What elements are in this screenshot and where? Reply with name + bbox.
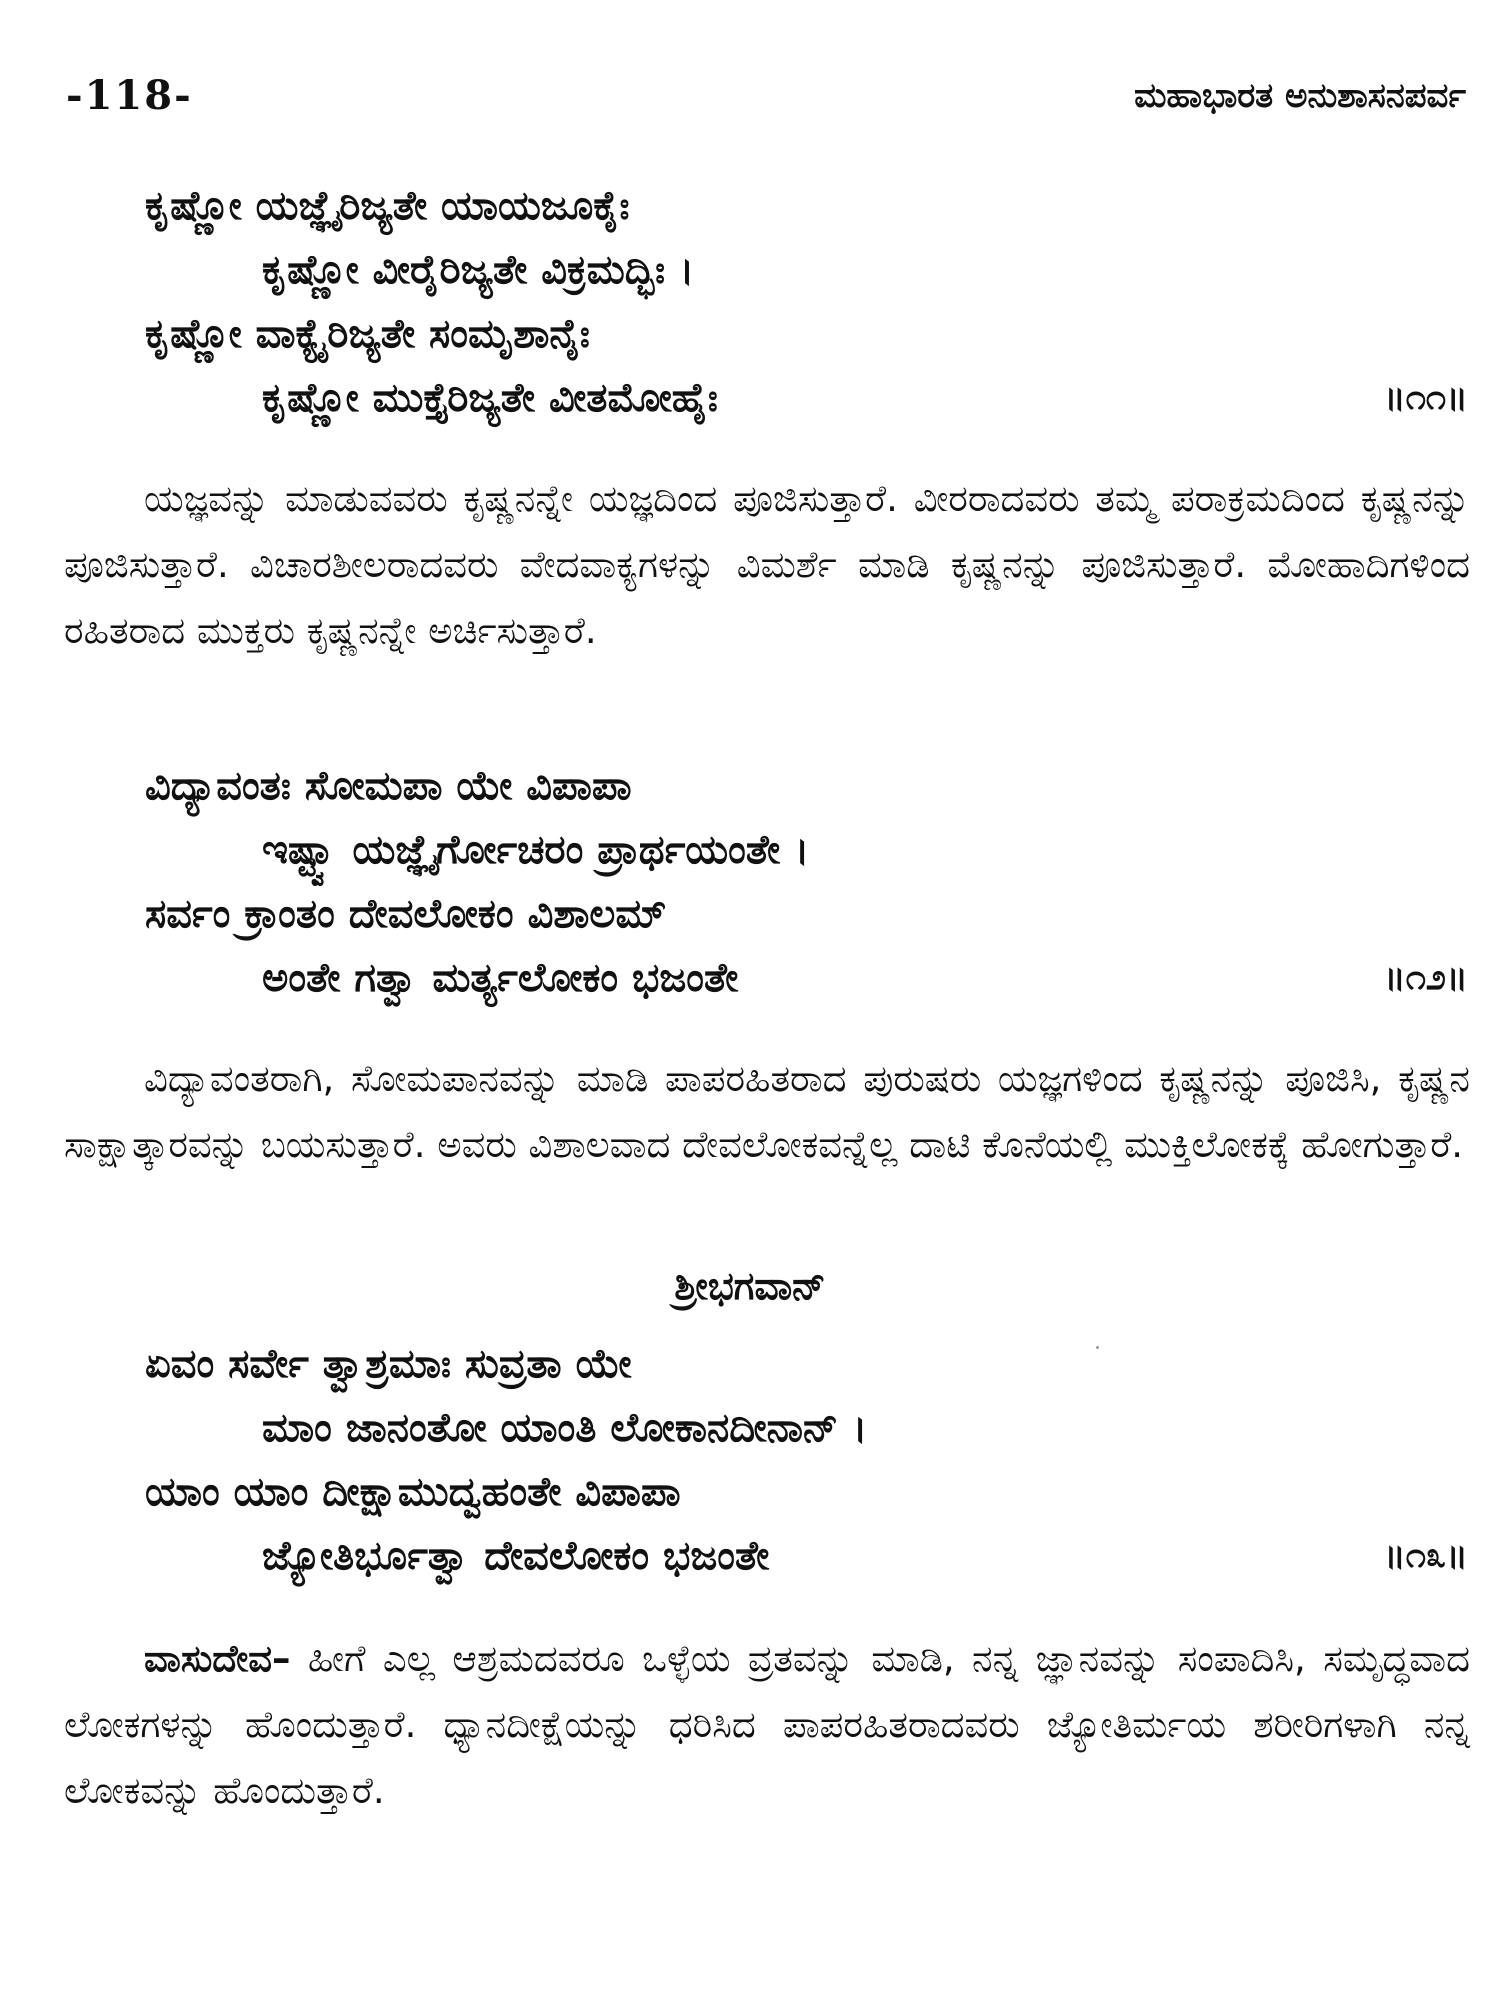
- commentary-paragraph: [64, 1626, 1470, 1824]
- paragraph-text: ವಿದ್ಯಾವಂತರಾಗಿ, ಸೋಮಪಾನವನ್ನು ಮಾಡಿ ಪಾಪರಹಿತರಾದ ಪುರುಷರು ಯಜ್ಞಗಳಿಂದ ಕೃಷ್ಣನನ್ನು ಪೂಜಿಸಿ, ಕೃಷ್ಣನ ಸಾಕ್ಷಾತ್ಕಾರವನ್ನು ಬಯಸುತ್ತಾರೆ. ಅವರು ವಿಶಾಲವಾದ ದೇವಲೋಕವನ್ನೆಲ್ಲ ದಾಟಿ ಕೊನೆಯಲ್ಲಿ ಮುಕ್ತಿಲೋಕಕ್ಕೆ ಹೋಗುತ್ತಾರೆ.: [64, 1057, 1470, 1166]
- verse-line: ಯಾಂ ಯಾಂ ದೀಕ್ಷಾಮುದ್ವಹಂತೇ ವಿಪಾಪಾ: [145, 1469, 681, 1515]
- paragraph-text: ಯಜ್ಞವನ್ನು ಮಾಡುವವರು ಕೃಷ್ಣನನ್ನೇ ಯಜ್ಞದಿಂದ ಪೂಜಿಸುತ್ತಾರೆ. ವೀರರಾದವರು ತಮ್ಮ ಪರಾಕ್ರಮದಿಂದ ಕೃಷ್ಣನನ್ನು ಪೂಜಿಸುತ್ತಾರೆ. ವಿಚಾರಶೀಲರಾದವರು ವೇದವಾಕ್ಯಗಳನ್ನು ವಿಮರ್ಶೆ ಮಾಡಿ ಕೃಷ್ಣನನ್ನು ಪೂಜಿಸುತ್ತಾರೆ. ಮೋಹಾದಿಗಳಿಂದ ರಹಿತರಾದ ಮುಕ್ತರು ಕೃಷ್ಣನನ್ನೇ ಅರ್ಚಿಸುತ್ತಾರೆ.: [64, 477, 1470, 652]
- verse-line: ವಿದ್ಯಾವಂತಃ ಸೋಮಪಾ ಯೇ ವಿಪಾಪಾ: [145, 763, 632, 809]
- verse-line: ಕೃಷ್ಣೋ ಮುಕ್ತೈರಿಜ್ಯತೇ ವೀತಮೋಹೈಃ: [262, 375, 718, 421]
- verse-line: ಏವಂ ಸರ್ವೇ ತ್ವಾಶ್ರಮಾಃ ಸುವ್ರತಾ ಯೇ: [145, 1341, 632, 1387]
- speaker-heading: ಶ್ರೀಭಗವಾನ್: [674, 1264, 826, 1308]
- paragraph-lead: ವಾಸುದೇವ–: [144, 1637, 291, 1680]
- page-header: [66, 72, 1466, 132]
- commentary-paragraph: [64, 1046, 1470, 1178]
- verse-line: ಅಂತೇ ಗತ್ವಾ ಮರ್ತ್ಯಲೋಕಂ ಭಜಂತೇ: [262, 955, 739, 1001]
- verse-line: ಮಾಂ ಜಾನಂತೋ ಯಾಂತಿ ಲೋಕಾನದೀನಾನ್ ।: [262, 1405, 868, 1451]
- verse-number: ॥೧೧॥: [1383, 377, 1468, 418]
- verse-line: ಕೃಷ್ಣೋ ವೀರೈರಿಜ್ಯತೇ ವಿಕ್ರಮದ್ಭಿಃ ।: [262, 247, 695, 293]
- verse-line: ಕೃಷ್ಣೋ ವಾಕ್ಯೈರಿಜ್ಯತೇ ಸಂಮೃಶಾನೈಃ: [145, 311, 590, 357]
- verse-line: ಇಷ್ಟ್ವಾ ಯಜ್ಞೈರ್ಗೋಚರಂ ಪ್ರಾರ್ಥಯಂತೇ ।: [262, 827, 810, 873]
- commentary-paragraph: [64, 466, 1470, 664]
- paragraph-text: ಹೀಗೆ ಎಲ್ಲ ಆಶ್ರಮದವರೂ ಒಳ್ಳೆಯ ವ್ರತವನ್ನು ಮಾಡಿ, ನನ್ನ ಜ್ಞಾನವನ್ನು ಸಂಪಾದಿಸಿ, ಸಮೃದ್ಧವಾದ ಲೋಕಗಳನ್ನು ಹೊಂದುತ್ತಾರೆ. ಧ್ಯಾನದೀಕ್ಷೆಯನ್ನು ಧರಿಸಿದ ಪಾಪರಹಿತರಾದವರು ಜ್ಯೋತಿರ್ಮಯ ಶರೀರಿಗಳಾಗಿ ನನ್ನ ಲೋಕವನ್ನು ಹೊಂದುತ್ತಾರೆ.: [64, 1637, 1470, 1812]
- verse-line: ಜ್ಯೋತಿರ್ಭೂತ್ವಾ ದೇವಲೋಕಂ ಭಜಂತೇ: [262, 1533, 770, 1579]
- paper-speck: [1096, 1346, 1099, 1349]
- verse-number: ॥೧೩॥: [1383, 1535, 1468, 1576]
- verse-line: ಕೃಷ್ಣೋ ಯಜ್ಞೈರಿಜ್ಯತೇ ಯಾಯಜೂಕೈಃ: [145, 183, 630, 229]
- page-number: -118-: [66, 72, 193, 119]
- verse-number: ॥೧೨॥: [1383, 957, 1468, 998]
- verse-line: ಸರ್ವಂ ಕ್ರಾಂತಂ ದೇವಲೋಕಂ ವಿಶಾಲಮ್: [145, 891, 667, 937]
- running-title: ಮಹಾಭಾರತ ಅನುಶಾಸನಪರ್ವ: [1134, 76, 1466, 116]
